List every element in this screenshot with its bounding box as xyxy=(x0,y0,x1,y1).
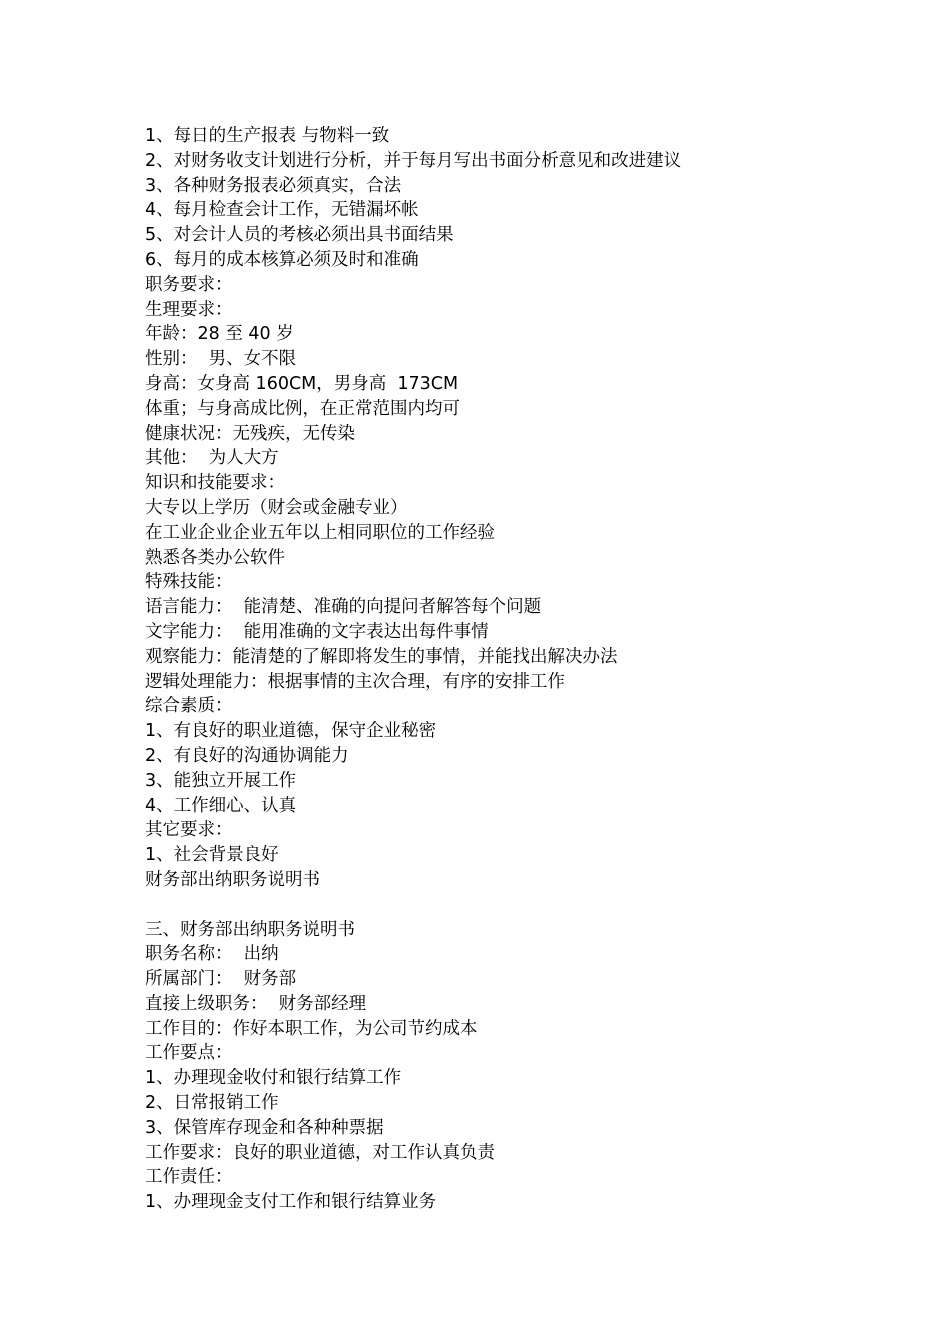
text-line: 性别： 男、女不限 xyxy=(145,349,297,370)
subsection-heading: 工作责任： xyxy=(145,1167,233,1188)
text-line: 2、对财务收支计划进行分析，并于每月写出书面分析意见和改进建议 xyxy=(145,150,682,171)
text-line: 其他： 为人大方 xyxy=(145,448,279,469)
text-line: 3、保管库存现金和各种种票据 xyxy=(145,1117,384,1138)
text-line: 工作要求：良好的职业道德，对工作认真负责 xyxy=(145,1142,495,1163)
text-line: 1、有良好的职业道德，保守企业秘密 xyxy=(145,721,437,742)
section-title: 三、财务部出纳职务说明书 xyxy=(145,919,355,940)
text-line: 1、办理现金收付和银行结算工作 xyxy=(145,1068,402,1089)
text-line: 2、有良好的沟通协调能力 xyxy=(145,745,349,766)
subsection-heading: 知识和技能要求： xyxy=(145,473,285,494)
text-line: 观察能力：能清楚的了解即将发生的事情，并能找出解决办法 xyxy=(145,646,618,667)
text-line: 逻辑处理能力：根据事情的主次合理，有序的安排工作 xyxy=(145,671,565,692)
text-line: 1、社会背景良好 xyxy=(145,845,279,866)
text-line: 3、能独立开展工作 xyxy=(145,770,297,791)
subsection-heading: 特殊技能： xyxy=(145,572,233,593)
text-line: 文字能力： 能用准确的文字表达出每件事情 xyxy=(145,621,489,642)
document-body xyxy=(145,124,905,1215)
text-line: 大专以上学历（财会或金融专业） xyxy=(145,497,408,518)
text-line: 3、各种财务报表必须真实，合法 xyxy=(145,175,402,196)
text-line: 语言能力： 能清楚、准确的向提问者解答每个问题 xyxy=(145,597,542,618)
text-line: 1、办理现金支付工作和银行结算业务 xyxy=(145,1192,437,1213)
subsection-heading: 综合素质： xyxy=(145,696,233,717)
subsection-heading: 生理要求： xyxy=(145,299,233,320)
subsection-heading: 工作要点： xyxy=(145,1043,233,1064)
section-heading: 职务要求： xyxy=(145,274,233,295)
text-line: 4、工作细心、认真 xyxy=(145,795,297,816)
text-line: 身高：女身高 160CM，男身高 173CM xyxy=(145,373,459,394)
text-line: 5、对会计人员的考核必须出具书面结果 xyxy=(145,225,454,246)
text-line: 所属部门： 财务部 xyxy=(145,969,297,990)
text-line: 2、日常报销工作 xyxy=(145,1093,279,1114)
text-line: 健康状况：无残疾，无传染 xyxy=(145,423,355,444)
text-line: 1、每日的生产报表 与物料一致 xyxy=(145,126,390,146)
text-line: 6、每月的成本核算必须及时和准确 xyxy=(145,249,419,270)
text-line: 体重；与身高成比例，在正常范围内均可 xyxy=(145,398,460,419)
text-line: 在工业企业企业五年以上相同职位的工作经验 xyxy=(145,522,495,543)
text-line: 熟悉各类办公软件 xyxy=(145,547,285,568)
subsection-heading: 其它要求： xyxy=(145,820,233,841)
text-line: 4、每月检查会计工作，无错漏坏帐 xyxy=(145,200,419,221)
text-line: 年龄：28 至 40 岁 xyxy=(145,324,294,345)
text-line: 职务名称： 出纳 xyxy=(145,944,279,965)
document-title-line: 财务部出纳职务说明书 xyxy=(145,869,320,890)
blank-line xyxy=(145,893,905,918)
text-line: 工作目的：作好本职工作，为公司节约成本 xyxy=(145,1018,478,1039)
text-line: 直接上级职务： 财务部经理 xyxy=(145,993,367,1014)
